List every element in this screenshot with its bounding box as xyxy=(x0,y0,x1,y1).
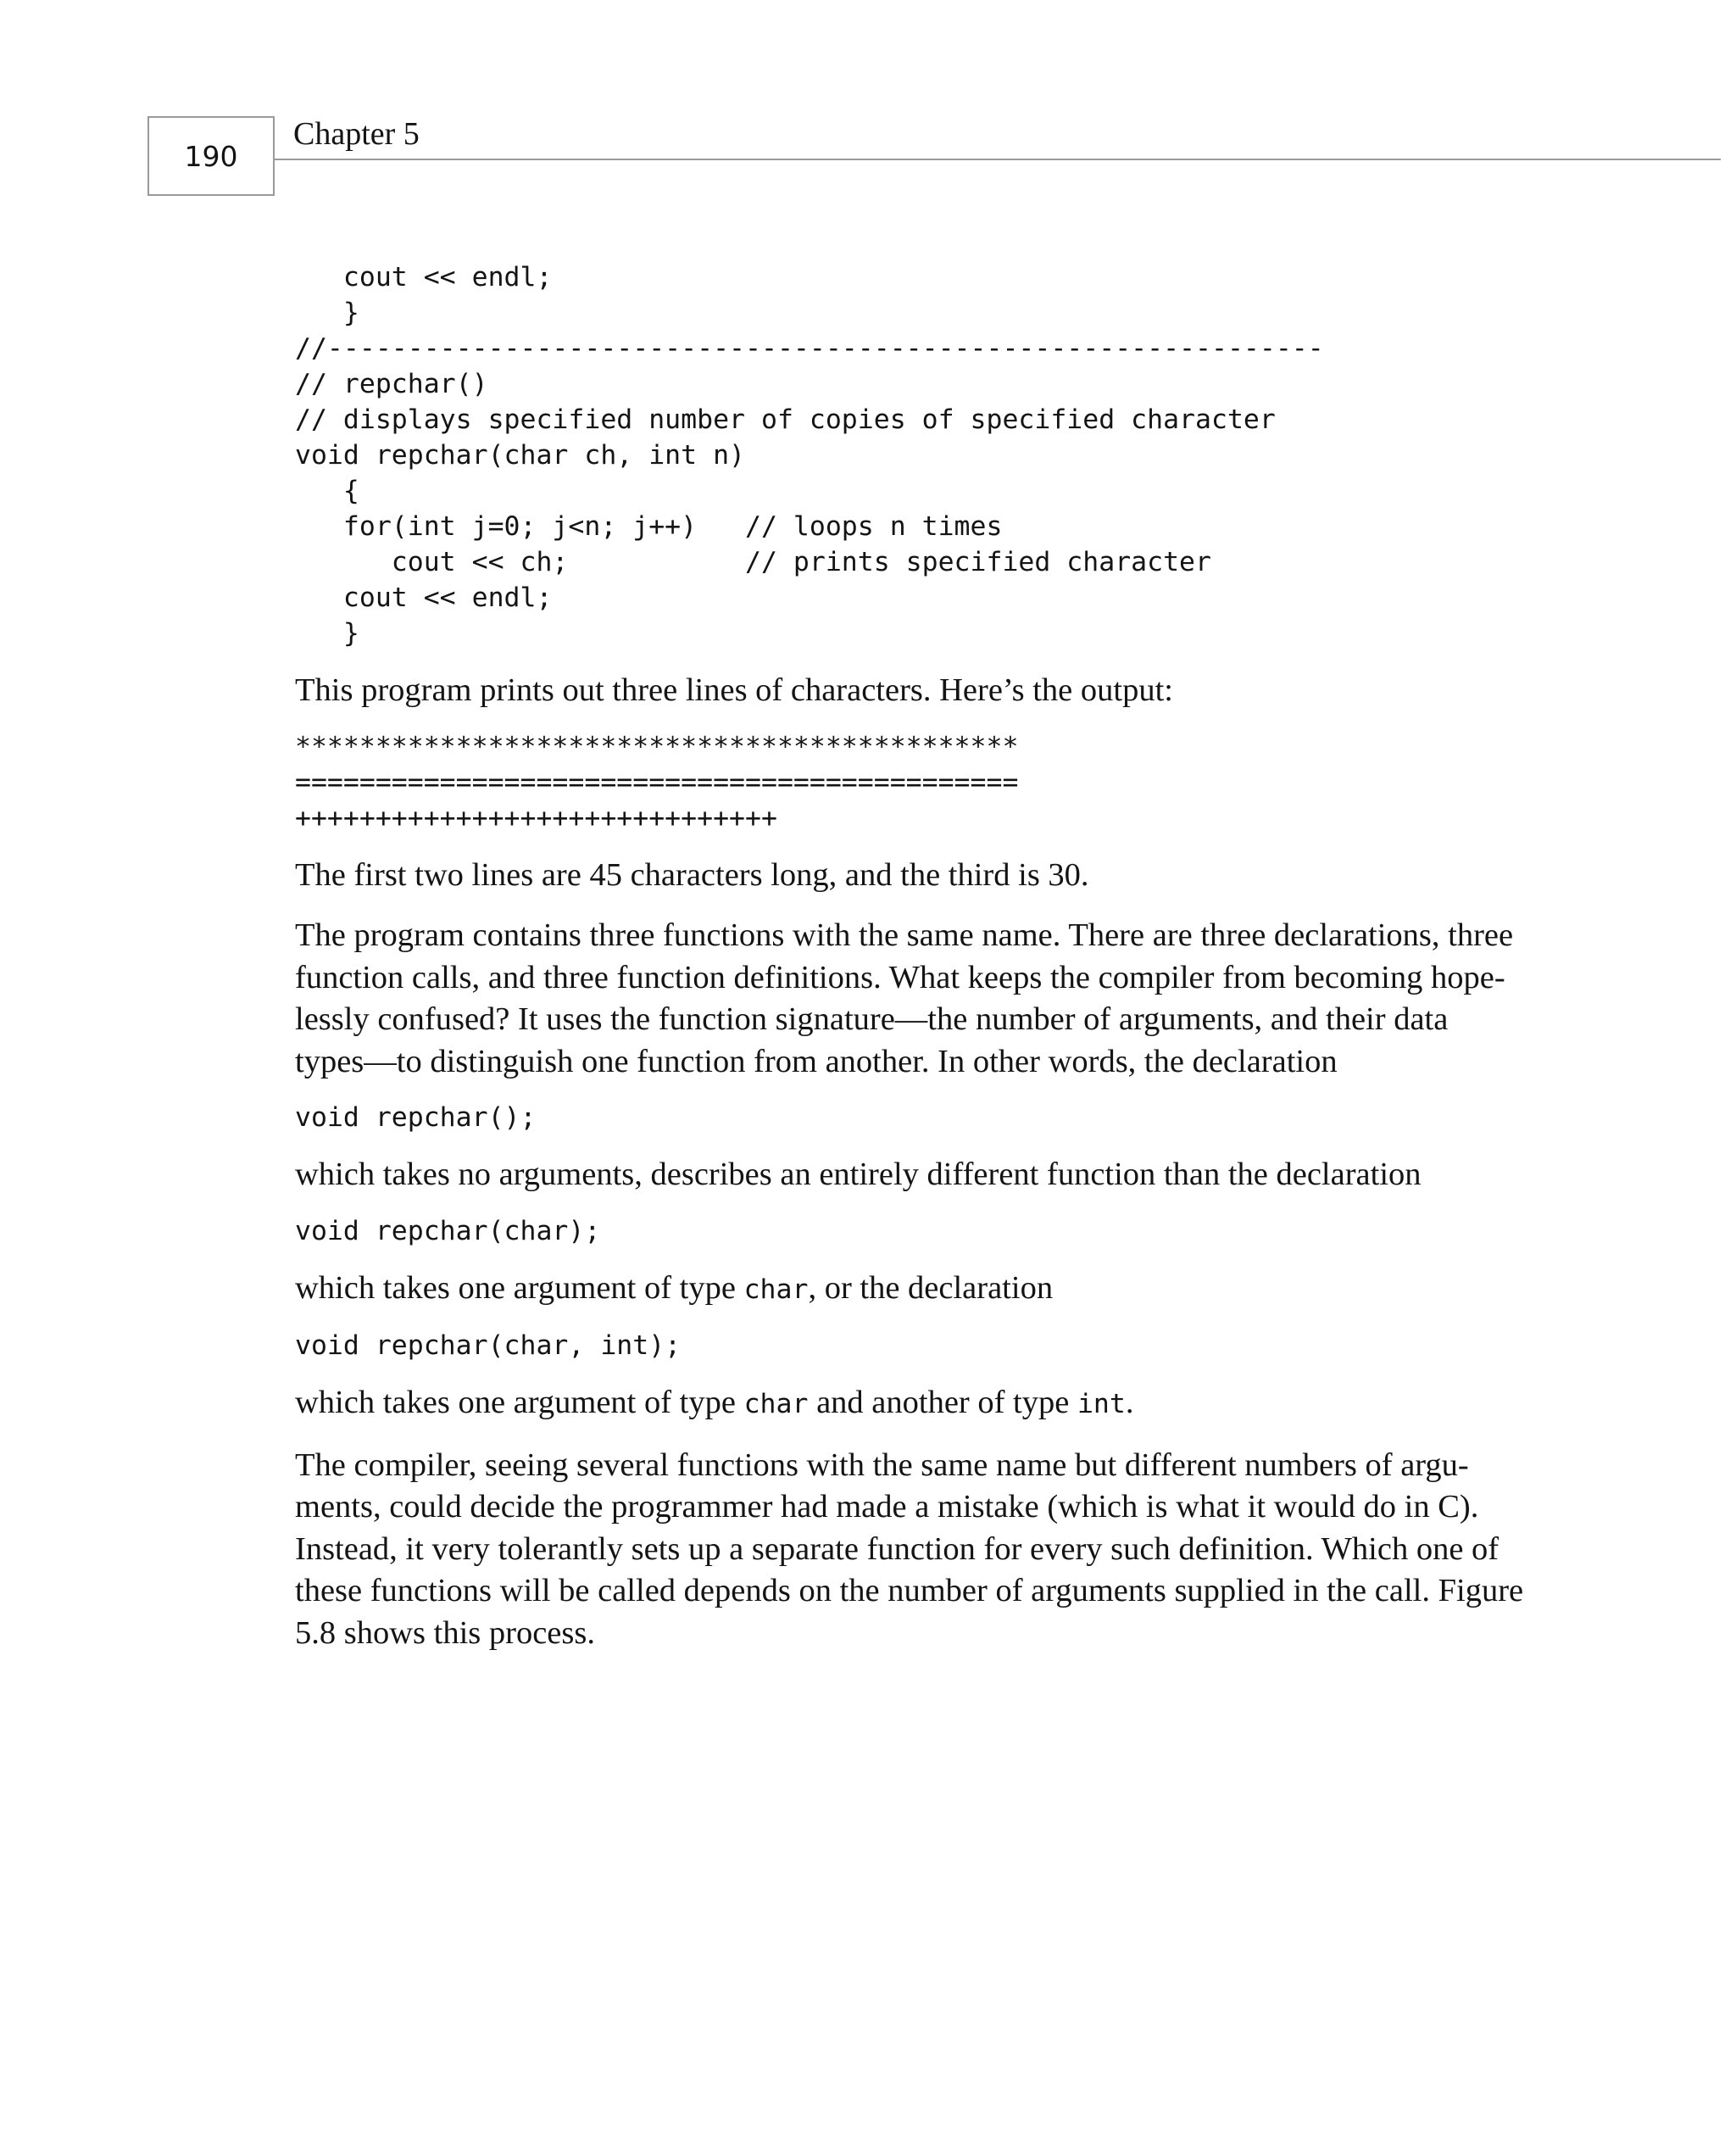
code-line: } xyxy=(295,298,359,328)
text-line: types—to distinguish one function from another. In other words, the declaration xyxy=(295,1043,1338,1079)
output-line: ============================================= xyxy=(295,766,1019,798)
output-intro-paragraph: This program prints out three lines of characters. Here’s the output: xyxy=(295,672,1173,708)
text-run: , or the declaration xyxy=(808,1269,1054,1306)
declaration-char: void repchar(char); xyxy=(295,1215,601,1246)
char-paragraph xyxy=(295,1268,1550,1312)
text-line: 5.8 shows this process. xyxy=(295,1614,595,1651)
code-listing xyxy=(295,259,1550,651)
text-run: which takes one argument of type xyxy=(295,1269,744,1306)
code-line: // repchar() xyxy=(295,369,488,399)
chapter-title: Chapter 5 xyxy=(293,116,420,152)
signature-paragraph xyxy=(295,915,1550,1083)
output-line: ********************************************* xyxy=(295,731,1019,762)
page-content xyxy=(295,259,1550,1654)
code-line: { xyxy=(295,476,359,506)
no-args-paragraph: which takes no arguments, describes an entirely different function than the declaration xyxy=(295,1157,1422,1192)
text-line: lessly confused? It uses the function signature—the number of arguments, and their data xyxy=(295,1001,1449,1037)
inline-code: char xyxy=(743,1389,809,1419)
text-line: The compiler, seeing several functions with the same name but different numbers of argu- xyxy=(295,1446,1469,1483)
inline-code: int xyxy=(1077,1389,1126,1419)
code-line: cout << ch; // prints specified character xyxy=(295,547,1211,577)
code-line: for(int j=0; j<n; j++) // loops n times xyxy=(295,511,1003,542)
program-output xyxy=(295,729,1550,836)
declaration-no-args: void repchar(); xyxy=(295,1102,537,1133)
code-line: } xyxy=(295,618,359,649)
code-line: cout << endl; xyxy=(295,582,553,613)
header-rule xyxy=(275,159,1721,160)
inline-code: char xyxy=(743,1274,809,1305)
code-line: //-------------------------------------------------------------- xyxy=(295,333,1324,364)
text-line: these functions will be called depends on the number of arguments supplied in the call. Figure xyxy=(295,1573,1524,1608)
code-line: cout << endl; xyxy=(295,262,553,293)
text-run: . xyxy=(1125,1385,1134,1420)
declaration-char-int: void repchar(char, int); xyxy=(295,1330,682,1361)
code-line: // displays specified number of copies of specified character xyxy=(295,404,1276,435)
char-int-paragraph xyxy=(295,1382,1550,1426)
code-line: void repchar(char ch, int n) xyxy=(295,440,746,471)
text-line: ments, could decide the programmer had made a mistake (which is what it would do in C). xyxy=(295,1489,1479,1524)
text-line: function calls, and three function definitions. What keeps the compiler from becoming hope- xyxy=(295,959,1505,995)
output-line: ++++++++++++++++++++++++++++++ xyxy=(295,802,777,833)
line-lengths-paragraph: The first two lines are 45 characters long, and the third is 30. xyxy=(295,856,1089,893)
page-number: 190 xyxy=(147,116,275,196)
text-line: Instead, it very tolerantly sets up a separate function for every such definition. Which one of xyxy=(295,1530,1500,1567)
compiler-paragraph xyxy=(295,1445,1550,1655)
text-line: The program contains three functions with the same name. There are three declarations, three xyxy=(295,917,1514,953)
text-run: and another of type xyxy=(808,1385,1077,1420)
text-run: which takes one argument of type xyxy=(295,1385,744,1420)
